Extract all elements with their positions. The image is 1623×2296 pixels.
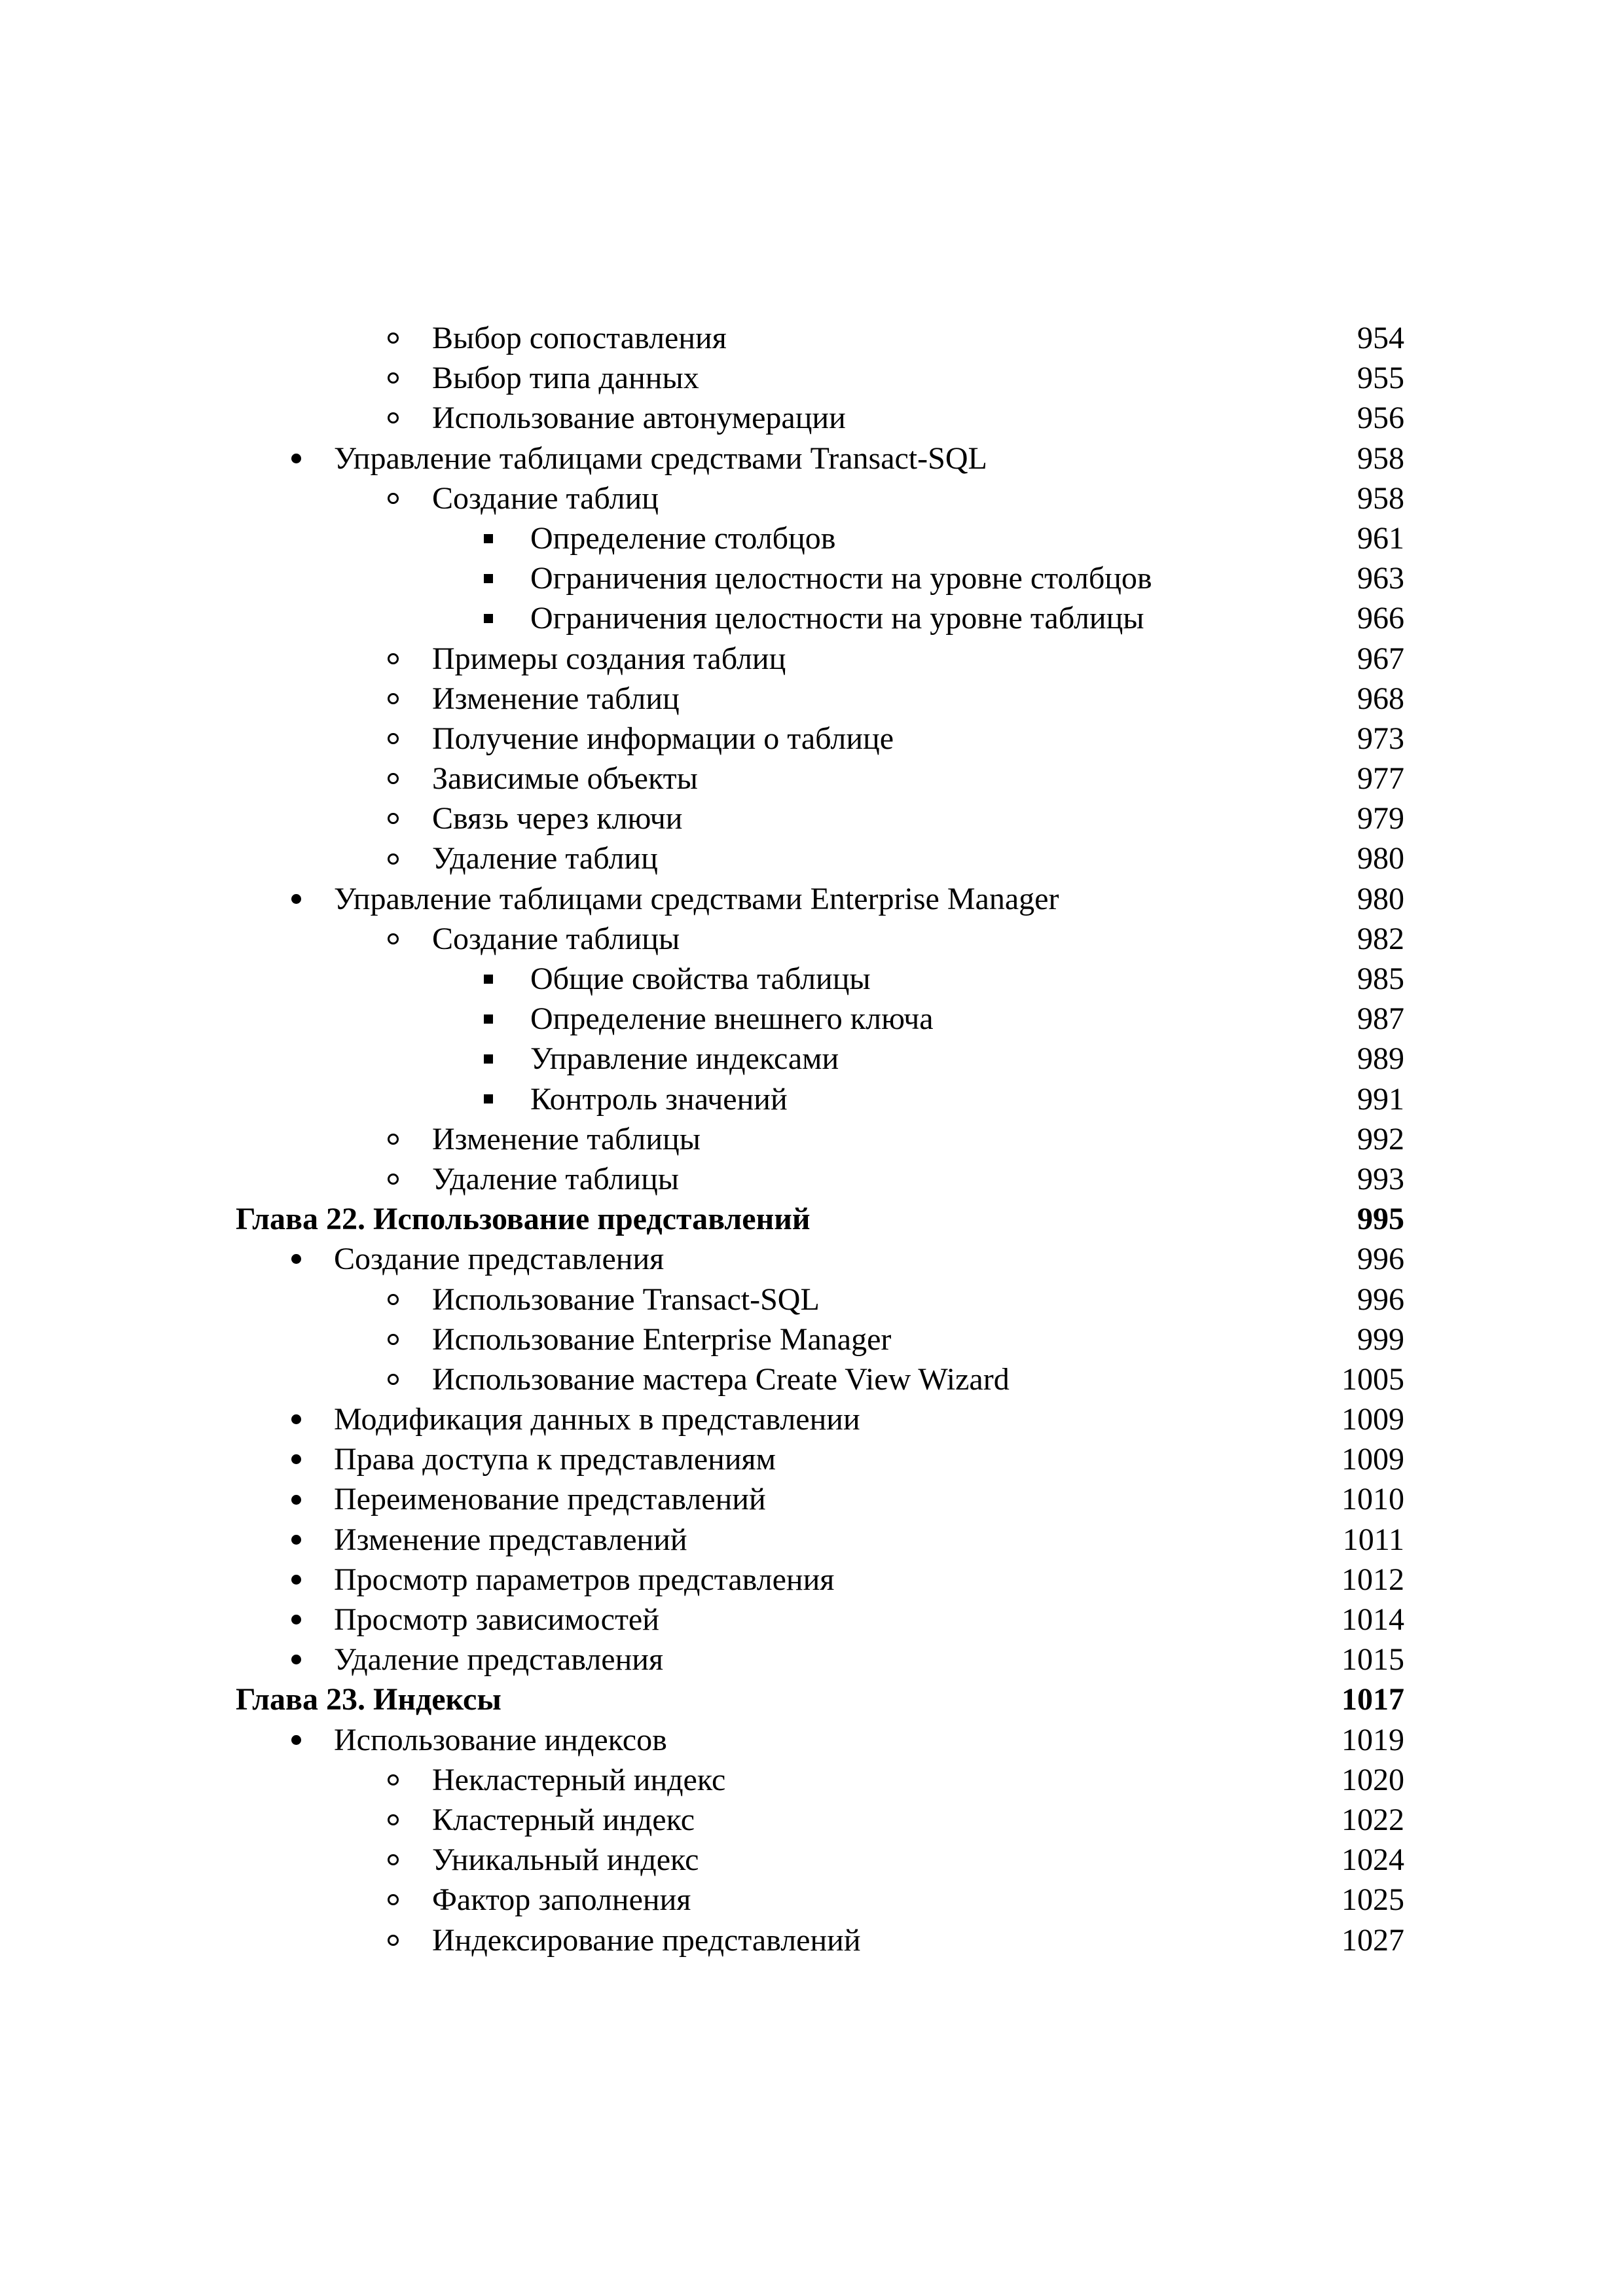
toc-entry-row [0,1319,1623,1359]
toc-page-number: 979 [1357,801,1404,836]
toc-page-number: 1017 [1341,1682,1404,1717]
square-bullet-icon [475,959,501,999]
square-bullet-icon [475,598,501,638]
toc-entry-row [0,759,1623,798]
toc-page-number: 987 [1357,1001,1404,1037]
circle-bullet-icon [380,919,406,959]
toc-page-number: 958 [1357,440,1404,476]
toc-entry-title: Удаление таблицы [432,1161,680,1196]
toc-page-number: 968 [1357,681,1404,716]
square-bullet-icon [475,518,501,558]
circle-bullet-icon [380,398,406,438]
toc-entry-row [0,398,1623,438]
toc-page-number: 1024 [1341,1842,1404,1878]
toc-page-number: 995 [1357,1202,1404,1237]
toc-entry-title: Изменение таблиц [432,681,680,716]
square-bullet-icon [475,558,501,598]
circle-bullet-icon [380,798,406,838]
toc-entry-row [0,959,1623,999]
toc-entry-title: Управление индексами [530,1041,839,1077]
toc-entry-row [0,919,1623,959]
toc-page-number: 1009 [1341,1402,1404,1437]
toc-entry-row [0,1359,1623,1399]
toc-entry-title: Примеры создания таблиц [432,641,786,676]
toc-entry-row [0,798,1623,838]
toc-page-number: 989 [1357,1041,1404,1077]
toc-page-number: 958 [1357,480,1404,516]
circle-bullet-icon [380,719,406,759]
circle-bullet-icon [380,1920,406,1960]
toc-page-number: 980 [1357,881,1404,916]
toc-entry-title: Модификация данных в представлении [334,1402,860,1437]
toc-entry-row [0,1880,1623,1920]
toc-entry-title: Просмотр зависимостей [334,1602,659,1637]
toc-entry-title: Управление таблицами средствами Enterprise Manager [334,881,1059,916]
toc-chapter-row [0,1679,1623,1719]
toc-entry-title: Просмотр параметров представления [334,1562,835,1597]
circle-bullet-icon [380,759,406,798]
toc-entry-row [0,1159,1623,1199]
toc-entry-row [0,838,1623,878]
toc-entry-row [0,1039,1623,1079]
toc-entry-row [0,358,1623,398]
toc-entry-title: Управление таблицами средствами Transact-SQL [334,440,987,476]
toc-entry-title: Уникальный индекс [432,1842,699,1878]
circle-bullet-icon [380,1319,406,1359]
circle-bullet-icon [380,1800,406,1840]
toc-entry-title: Использование автонумерации [432,401,846,436]
toc-entry-title: Зависимые объекты [432,761,698,797]
toc-entry-row [0,1280,1623,1319]
bullet-icon [283,1520,309,1560]
toc-page-number: 1015 [1341,1642,1404,1677]
toc-page-number: 999 [1357,1321,1404,1357]
toc-entry-row [0,518,1623,558]
bullet-icon [283,439,309,478]
toc-entry-title: Ограничения целостности на уровне таблицы [530,601,1144,636]
toc-entry-title: Получение информации о таблице [432,721,894,756]
toc-page-number: 977 [1357,761,1404,797]
toc-entry-title: Создание представления [334,1242,665,1277]
toc-entry-row [0,439,1623,478]
toc-entry-row [0,1119,1623,1159]
toc-page-number: 982 [1357,921,1404,956]
bullet-icon [283,1640,309,1679]
toc-entry-row [0,1840,1623,1880]
toc-page-number: 1019 [1341,1722,1404,1757]
toc-entry-row [0,639,1623,679]
toc-page-number: 963 [1357,561,1404,596]
toc-page-number: 1011 [1342,1522,1404,1557]
toc-page-number: 1009 [1341,1442,1404,1477]
toc-entry-title: Переименование представлений [334,1482,766,1517]
toc-entry-row [0,1760,1623,1800]
bullet-icon [283,1720,309,1760]
toc-entry-title: Удаление представления [334,1642,664,1677]
toc-entry-title: Создание таблиц [432,480,659,516]
toc-entry-title: Связь через ключи [432,801,683,836]
toc-entry-title: Фактор заполнения [432,1882,691,1918]
circle-bullet-icon [380,1880,406,1920]
toc-entry-row [0,1920,1623,1960]
toc-entry-row [0,1640,1623,1679]
circle-bullet-icon [380,639,406,679]
toc-entry-row [0,1600,1623,1640]
toc-page-number: 1005 [1341,1361,1404,1397]
toc-entry-title: Изменение таблицы [432,1121,701,1157]
toc-entry-title: Глава 22. Использование представлений [236,1202,811,1237]
toc-entry-row [0,1439,1623,1479]
toc-page-number: 980 [1357,841,1404,876]
toc-page-number: 991 [1357,1081,1404,1117]
bullet-icon [283,1600,309,1640]
bullet-icon [283,1479,309,1519]
toc-entry-title: Использование Enterprise Manager [432,1321,892,1357]
toc-page-number: 1020 [1341,1762,1404,1797]
circle-bullet-icon [380,838,406,878]
toc-page-number: 973 [1357,721,1404,756]
toc-page-number: 996 [1357,1242,1404,1277]
toc-page-number: 996 [1357,1282,1404,1317]
circle-bullet-icon [380,1119,406,1159]
toc-entry-row [0,1399,1623,1439]
circle-bullet-icon [380,1159,406,1199]
square-bullet-icon [475,1039,501,1079]
table-of-contents [0,318,1623,1960]
bullet-icon [283,1439,309,1479]
toc-page-number: 955 [1357,361,1404,396]
toc-entry-title: Контроль значений [530,1081,788,1117]
toc-entry-row [0,1520,1623,1560]
toc-entry-row [0,1800,1623,1840]
circle-bullet-icon [380,358,406,398]
toc-entry-title: Определение внешнего ключа [530,1001,934,1037]
circle-bullet-icon [380,1840,406,1880]
toc-entry-row [0,719,1623,759]
circle-bullet-icon [380,318,406,358]
circle-bullet-icon [380,1359,406,1399]
bullet-icon [283,1560,309,1600]
toc-entry-title: Создание таблицы [432,921,680,956]
toc-entry-title: Индексирование представлений [432,1922,861,1958]
toc-entry-row [0,879,1623,919]
toc-page-number: 993 [1357,1161,1404,1196]
bullet-icon [283,1399,309,1439]
toc-entry-title: Глава 23. Индексы [236,1682,501,1717]
toc-entry-row [0,679,1623,719]
toc-chapter-row [0,1199,1623,1239]
toc-entry-row [0,1079,1623,1119]
toc-entry-title: Изменение представлений [334,1522,687,1557]
toc-page-number: 966 [1357,601,1404,636]
toc-page-number: 954 [1357,321,1404,355]
toc-page-number: 1027 [1341,1922,1404,1958]
circle-bullet-icon [380,1280,406,1319]
toc-entry-title: Общие свойства таблицы [530,961,871,996]
toc-entry-title: Использование индексов [334,1722,667,1757]
circle-bullet-icon [380,1760,406,1800]
toc-page-number: 992 [1357,1121,1404,1157]
toc-entry-title: Кластерный индекс [432,1802,695,1837]
toc-entry-title: Выбор сопоставления [432,321,727,355]
circle-bullet-icon [380,679,406,719]
toc-page-number: 956 [1357,401,1404,436]
square-bullet-icon [475,999,501,1039]
toc-page-number: 967 [1357,641,1404,676]
toc-entry-row [0,999,1623,1039]
toc-page-number: 1014 [1341,1602,1404,1637]
toc-entry-row [0,1479,1623,1519]
toc-entry-title: Ограничения целостности на уровне столбцов [530,561,1152,596]
toc-page-number: 1025 [1341,1882,1404,1918]
toc-entry-title: Выбор типа данных [432,361,699,396]
toc-entry-row [0,318,1623,358]
toc-entry-title: Некластерный индекс [432,1762,726,1797]
square-bullet-icon [475,1079,501,1119]
toc-entry-row [0,598,1623,638]
toc-page-number: 1012 [1341,1562,1404,1597]
toc-entry-row [0,1720,1623,1760]
toc-page-number: 1022 [1341,1802,1404,1837]
toc-entry-row [0,1239,1623,1279]
toc-entry-row [0,1560,1623,1600]
bullet-icon [283,1239,309,1279]
toc-page-number: 985 [1357,961,1404,996]
toc-entry-title: Удаление таблиц [432,841,658,876]
toc-entry-row [0,478,1623,518]
toc-entry-title: Использование мастера Create View Wizard [432,1361,1010,1397]
toc-entry-title: Определение столбцов [530,520,836,556]
toc-entry-row [0,558,1623,598]
toc-entry-title: Использование Transact-SQL [432,1282,820,1317]
circle-bullet-icon [380,478,406,518]
toc-entry-title: Права доступа к представлениям [334,1442,776,1477]
toc-page-number: 1010 [1341,1482,1404,1517]
bullet-icon [283,879,309,919]
toc-page-number: 961 [1357,520,1404,556]
